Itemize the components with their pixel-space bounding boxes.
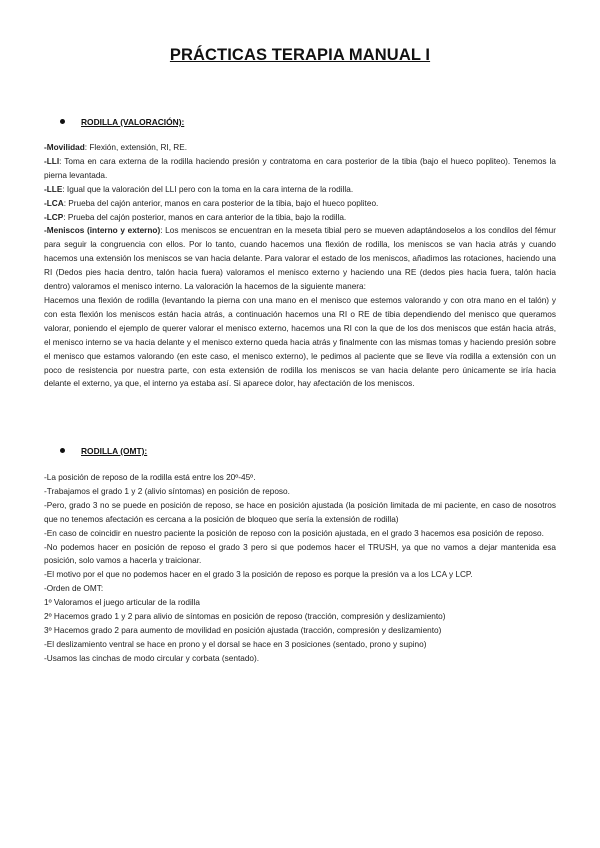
item-term: -LLE [44,184,63,194]
item-meniscos [44,224,556,294]
item-text: : Flexión, extensión, RI, RE. [84,143,188,152]
item-lli [44,155,556,183]
item-text: : Prueba del cajón anterior, manos en cara posterior de la tibia, bajo el hueco popliteo. [63,198,379,208]
item-term: -LCP [44,212,64,222]
section-omt-body [44,471,556,666]
section-heading-omt [60,446,147,456]
item-term: -Movilidad [44,143,85,152]
item-lcp [44,211,556,225]
section-heading-valoracion-text: RODILLA (VALORACIÓN): [81,117,185,127]
bullet-icon [60,119,65,124]
omt-line: -Orden de OMT: [44,584,104,594]
item-lca [44,197,556,211]
omt-line: 2º Hacemos grado 1 y 2 para alivio de síntomas en posición de reposo (tracción, compresión y deslizamiento) [44,612,446,622]
omt-line: -El deslizamiento ventral se hace en prono y el dorsal se hace en 3 posiciones (sentado, prono y supino) [44,639,427,649]
section-heading-omt-text: RODILLA (OMT): [81,446,148,456]
item-term: -Meniscos (interno y externo) [44,226,161,236]
item-movilidad [44,141,556,155]
section-valoracion-body [44,141,556,391]
item-text: : Prueba del cajón posterior, manos en cara anterior de la tibia, bajo la rodilla. [63,212,347,222]
omt-line: -Pero, grado 3 no se puede en posición de reposo, se hace en posición ajustada (la posición limitada de mi paciente, en caso de nosotros que no tenemos afectación es cercana a la posición de bloqueo que sería la extensión de rodilla) [44,500,556,524]
omt-line: -La posición de reposo de la rodilla está entre los 20º-45º. [44,473,256,482]
omt-line: -Trabajamos el grado 1 y 2 (alivio síntomas) en posición de reposo. [44,486,290,496]
omt-line: -No podemos hacer en posición de reposo el grado 3 pero si que podemos hacer el TRUSH, ya que no vamos a dejar mantenida esa posición, solo vamos a hacerla y traicionar. [44,542,556,566]
omt-line: -Usamos las cinchas de modo circular y corbata (sentado). [44,653,260,663]
omt-line: 1º Valoramos el juego articular de la rodilla [44,598,201,608]
item-text: : Toma en cara externa de la rodilla haciendo presión y contratoma en cara posterior de la tibia (bajo el hueco popliteo). Tenemos la pierna levantada. [44,156,556,180]
item-lle [44,183,556,197]
bullet-icon [60,448,65,453]
item-term: -LCA [44,198,64,208]
paragraph-meniscos-procedure: Hacemos una flexión de rodilla (levantando la pierna con una mano en el menisco que estemos valorando y con otra mano en el talón) y con esta flexión los meniscos están hacia atrás, a continuación hacemos una RI o RE de tibia dependiendo del menisco que queramos valorar, poniendo el ejemplo de querer valorar el menisco externo, hacemos una RI con la que de los dos meniscos que están hacia atrás, el menisco interno se va hacia delante y el menisco externo queda hacia atrás y finalmente con las mismas tomas y haciendo presión sobre el menisco que estamos valorando (en este caso, el menisco externo), le pedimos al paciente que se lleve vía rodilla a extensión con un poco de resistencia por nuestra parte, con esta extensión de rodilla los meniscos se van hacia delante pero únicamente se iría hacia delante el externo, ya que, el interno ya estaba así. Si aparece dolor, hay afectación de los meniscos. [44,295,556,389]
item-term: -LLI [44,156,60,166]
omt-line: -El motivo por el que no podemos hacer en el grado 3 la posición de reposo es porque la presión va a los LCA y LCP. [44,570,473,580]
omt-line: -En caso de coincidir en nuestro paciente la posición de reposo con la posición ajustada, en el grado 3 hacemos esa posición de reposo. [44,528,544,538]
omt-line: 3º Hacemos grado 2 para aumento de movilidad en posición ajustada (tracción, compresión y deslizamiento) [44,625,442,635]
item-text: : Los meniscos se encuentran en la meseta tibial pero se mueven adaptándoselos a los condilos del fémur para seguir la congruencia con ellos. Por lo tanto, cuando hacemos una flexión de rodilla, los meniscos se van hacia atrás y cuando hacemos una extensión los meniscos se van hacia delante. Para valorar el estado de los meniscos, añadimos las rotaciones, haciendo una RI (Dedos pies hacia dentro, talón hacia fuera) valoramos el menisco externo y haciendo una RE (dedos pies hacia fuera, talón hacia dentro) valoramos el menisco interno. La valoración la hacemos de la siguiente manera: [44,226,556,292]
section-heading-valoracion [60,117,184,127]
document-title: PRÁCTICAS TERAPIA MANUAL I [169,46,431,64]
item-text: : Igual que la valoración del LLI pero con la toma en la cara interna de la rodilla. [62,184,354,194]
